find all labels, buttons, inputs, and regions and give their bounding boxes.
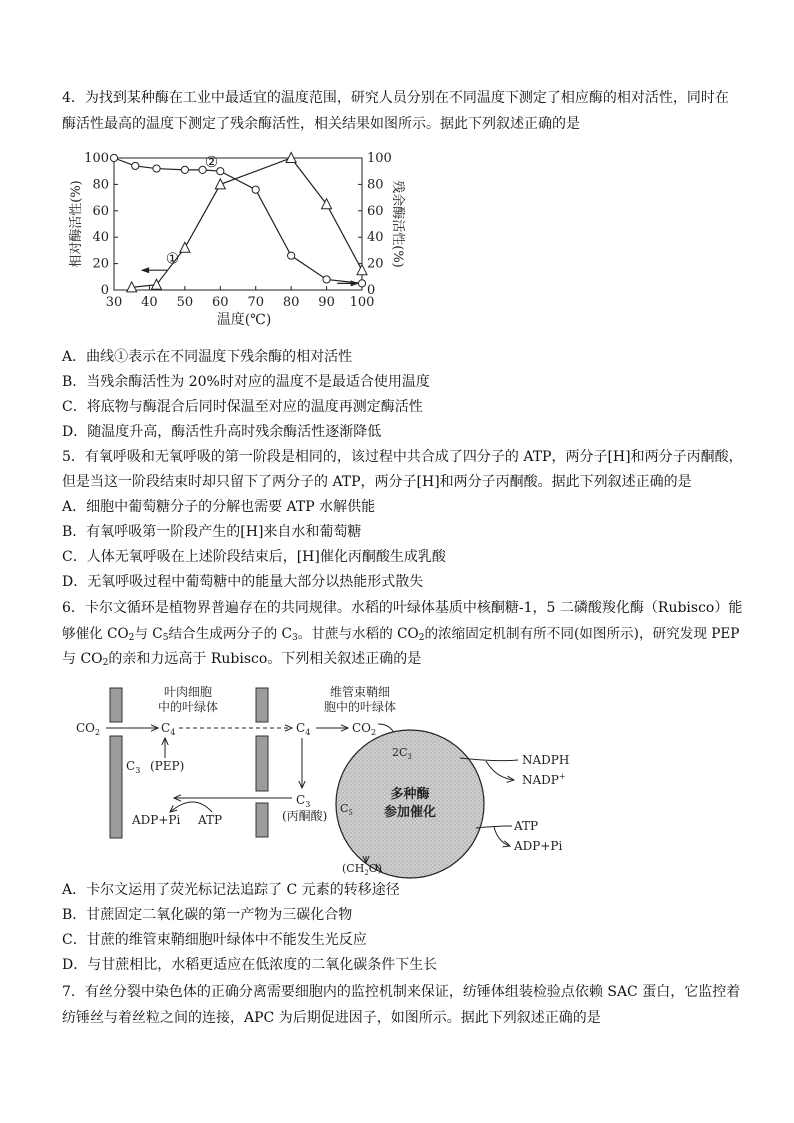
q5-option-d: D．无氧呼吸过程中葡萄糖中的能量大部分以热能形式散失 [62,574,424,590]
membrane-bar [256,803,268,837]
c3-pep-label: $C_3$ [126,759,141,775]
nadph-label: NADPH [522,753,570,767]
x-tick-label: 50 [176,295,194,310]
series-1-point [357,265,367,275]
membrane-bar [256,736,268,791]
y-left-tick-label: 40 [92,230,109,246]
q6-option-b: B．甘蔗固定二氧化碳的第一产物为三碳化合物 [62,907,353,923]
q6-stem-line2: 够催化 $CO_2$与 $C_5$结合生成两分子的 $C_3$。甘蔗与水稻的 $CO_2$的浓缩固定机制有所不同(如图所示)，研究发现 PEP [62,626,740,643]
q6-stem-line1: 6．卡尔文循环是植物界普遍存在的共同规律。水稻的叶绿体基质中核酮糖-1，5 二磷酸羧化酶（Rubisco）能 [62,600,743,616]
series-2-label: ② [204,152,219,171]
series-2-point [358,280,365,287]
c4-pathway-diagram [66,680,606,876]
y-left-tick-label: 0 [100,283,109,298]
x-axis-title: 温度(℃) [216,312,272,328]
y-right-tick-label: 20 [367,256,384,272]
series-2-point [153,165,160,172]
y-right-tick-label: 40 [367,230,384,246]
y-right-tick-label: 60 [367,203,384,219]
adp-pi-right-label: ADP+Pi [514,839,563,853]
enzyme-label-2: 参加催化 [383,805,437,820]
x-tick-label: 70 [247,295,264,310]
q4-option-a: A．曲线①表示在不同温度下残余酶的相对活性 [62,349,353,365]
y-right-tick-label: 100 [367,151,392,166]
adp-right-arrow [494,827,510,846]
atp-hydrolysis-arrow [170,802,212,812]
q4-stem-line2: 酶活性最高的温度下测定了残余酶活性，相关结果如图所示。据此下列叙述正确的是 [62,116,580,132]
bundle-sheath-label-2: 胞中的叶绿体 [323,700,397,714]
series-line-2 [114,158,362,283]
y-right-axis-title: 残余酶活性(%) [390,180,405,268]
membrane-bar [110,736,122,838]
nadp-arrow [486,761,514,780]
c4-label-bundle: $C_4$ [296,721,311,737]
ch2o-label: $(CH_2O)$ [342,862,383,877]
series-2-point [181,166,188,173]
y-left-tick-label: 80 [92,177,109,193]
q5-stem-line2: 但是当这一阶段结束时却只留下了两分子的 ATP，两分子[H]和两分子丙酮酸。据此下列叙述正确的是 [62,474,692,490]
y-right-tick-label: 0 [367,283,376,298]
q4-option-c: C．将底物与酶混合后同时保温至对应的温度再测定酶活性 [62,399,423,415]
series-2-point [110,154,117,161]
y-right-tick-label: 80 [367,177,384,193]
two-c3-label: $2C_3$ [392,746,412,761]
series-2-point [132,162,139,169]
series-2-point [252,186,259,193]
y-left-tick-label: 100 [84,151,109,166]
c5-label: $C_5$ [340,802,353,817]
q6-option-c: C．甘蔗的维管束鞘细胞叶绿体中不能发生光反应 [62,932,367,948]
pep-label: (PEP) [150,759,185,773]
x-tick-label: 100 [349,295,375,310]
right-axis-arrow-head [351,280,360,286]
membrane-bar [110,688,122,722]
q6-option-a: A．卡尔文运用了荧光标记法追踪了 C 元素的转移途径 [62,882,400,898]
x-tick-label: 90 [318,295,335,310]
q4-option-b: B．当残余酶活性为 20%时对应的温度不是最适合使用温度 [62,374,430,390]
q5-option-c: C．人体无氧呼吸在上述阶段结束后，[H]催化丙酮酸生成乳酸 [62,549,446,565]
nadp-label: NADP+ [522,772,566,787]
enzyme-label-1: 多种酶 [390,787,430,802]
co2-released-label: $CO_2$ [352,721,377,737]
adp-pi-label: ADP+Pi [132,813,181,827]
x-tick-label: 60 [212,295,229,310]
series-2-point [288,252,295,259]
series-line-1 [132,158,362,287]
left-axis-arrow-head [141,267,150,273]
series-1-label: ① [165,249,180,268]
atp-right-label: ATP [514,819,539,833]
mesophyll-label-1: 叶肉细胞 [163,685,213,699]
x-tick-label: 80 [282,295,300,310]
q6-option-d: D．与甘蔗相比，水稻更适应在低浓度的二氧化碳条件下生长 [62,957,438,973]
q6-stem-line3: 与 $CO_2$的亲和力远高于 Rubisco。下列相关叙述正确的是 [62,651,422,668]
atp-label: ATP [198,813,223,827]
q7-stem-line1: 7．有丝分裂中染色体的正确分离需要细胞内的监控机制来保证，纺锤体组装检验点依赖 SAC 蛋白，它监控着 [62,984,741,1000]
series-2-point [323,276,330,283]
mesophyll-label-2: 中的叶绿体 [157,700,219,714]
series-1-point [215,179,225,189]
q5-option-a: A．细胞中葡萄糖分子的分解也需要 ATP 水解供能 [62,499,376,515]
y-left-axis-title: 相对酶活性(%) [69,180,84,268]
series-1-point [180,242,190,252]
q4-stem-line1: 4．为找到某种酶在工业中最适宜的温度范围，研究人员分别在不同温度下测定了相应酶的相对活性，同时在 [62,90,729,106]
q5-option-b: B．有氧呼吸第一阶段产生的[H]来自水和葡萄糖 [62,524,362,540]
membrane-bar [256,688,268,722]
bundle-sheath-label-1: 维管束鞘细 [329,685,391,699]
x-tick-label: 30 [105,295,123,310]
x-tick-label: 40 [141,295,158,310]
q5-stem-line1: 5．有氧呼吸和无氧呼吸的第一阶段是相同的，该过程中共合成了四分子的 ATP，两分子[H]和两分子丙酮酸， [62,449,743,465]
y-left-tick-label: 60 [92,203,109,219]
c4-label-mesophyll: $C_4$ [161,721,176,737]
enzyme-activity-chart [64,142,405,338]
co2-input-label: $CO_2$ [76,721,101,737]
y-left-tick-label: 20 [92,256,109,272]
q7-stem-line2: 纺锤丝与着丝粒之间的连接，APC 为后期促进因子，如图所示。据此下列叙述正确的是 [62,1010,601,1026]
q4-option-d: D．随温度升高，酶活性升高时残余酶活性逐渐降低 [62,424,382,440]
pyruvate-label: (丙酮酸) [282,809,328,823]
c3-pyruvate-label: $C_3$ [296,793,311,809]
